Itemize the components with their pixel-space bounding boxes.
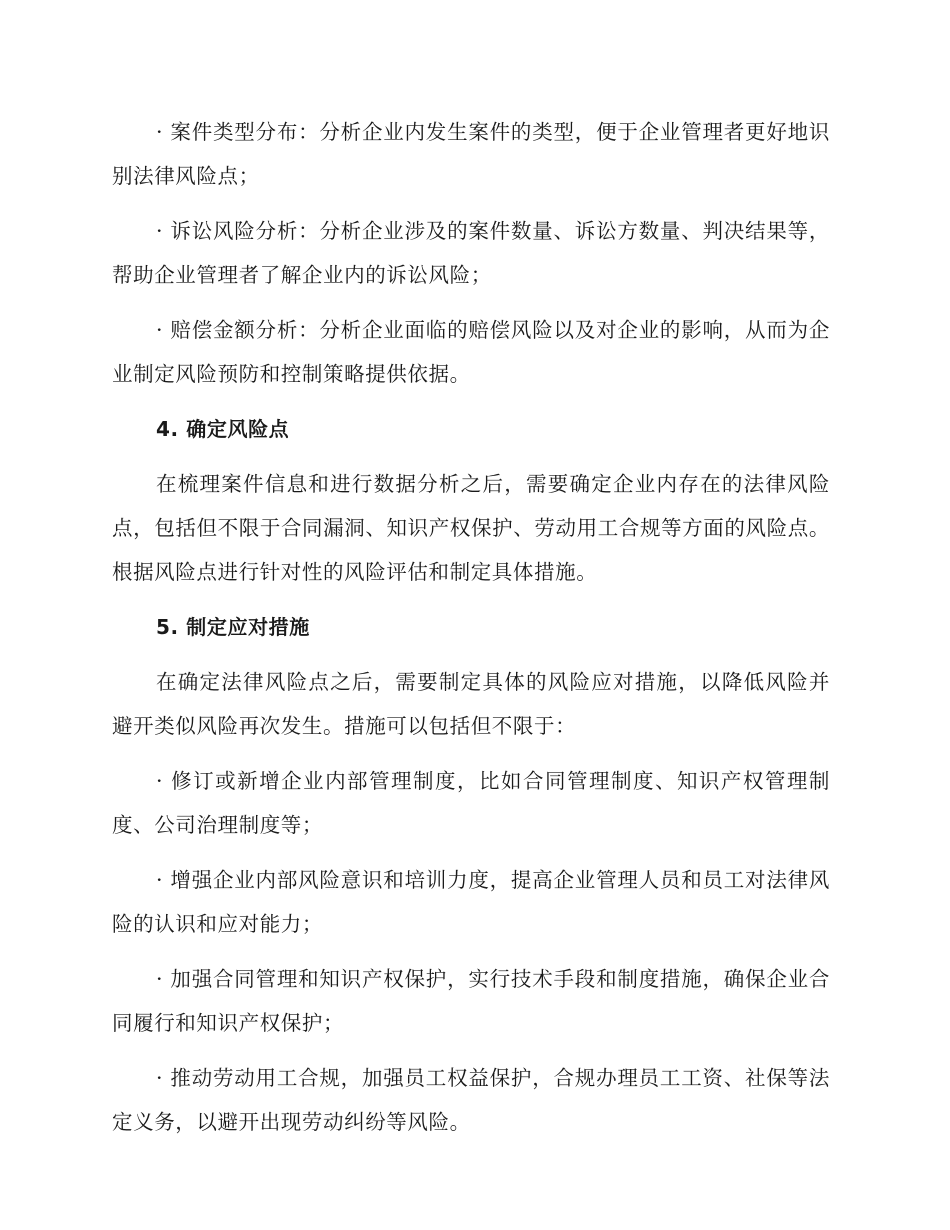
bullet-labor-compliance: · 推动劳动用工合规，加强员工权益保护，合规办理员工工资、社保等法定义务，以避开出现劳动纠纷等风险。 [112,1066,830,1134]
section-4-paragraph: 在梳理案件信息和进行数据分析之后，需要确定企业内存在的法律风险点，包括但不限于合同漏洞、知识产权保护、劳动用工合规等方面的风险点。根据风险点进行针对性的风险评估和制定具体措施。 [112,472,830,584]
bullet-litigation-risk-analysis: · 诉讼风险分析：分析企业涉及的案件数量、诉讼方数量、判决结果等，帮助企业管理者了解企业内的诉讼风险； [112,219,830,287]
bullet-case-type-distribution: · 案件类型分布：分析企业内发生案件的类型，便于企业管理者更好地识别法律风险点； [112,120,830,188]
bullet-strengthen-contract-ip: · 加强合同管理和知识产权保护，实行技术手段和制度措施，确保企业合同履行和知识产权保护； [112,967,830,1035]
document-body [112,110,830,1155]
section-heading-4: 4. 确定风险点 [156,417,290,441]
section-5-paragraph: 在确定法律风险点之后，需要制定具体的风险应对措施，以降低风险并避开类似风险再次发生。措施可以包括但不限于： [112,670,830,738]
bullet-compensation-amount-analysis: · 赔偿金额分析：分析企业面临的赔偿风险以及对企业的影响，从而为企业制定风险预防和控制策略提供依据。 [112,318,830,386]
bullet-enhance-risk-awareness: · 增强企业内部风险意识和培训力度，提高企业管理人员和员工对法律风险的认识和应对能力； [112,868,830,936]
bullet-revise-management-system: · 修订或新增企业内部管理制度，比如合同管理制度、知识产权管理制度、公司治理制度等； [112,769,830,837]
section-heading-5: 5. 制定应对措施 [156,615,310,639]
